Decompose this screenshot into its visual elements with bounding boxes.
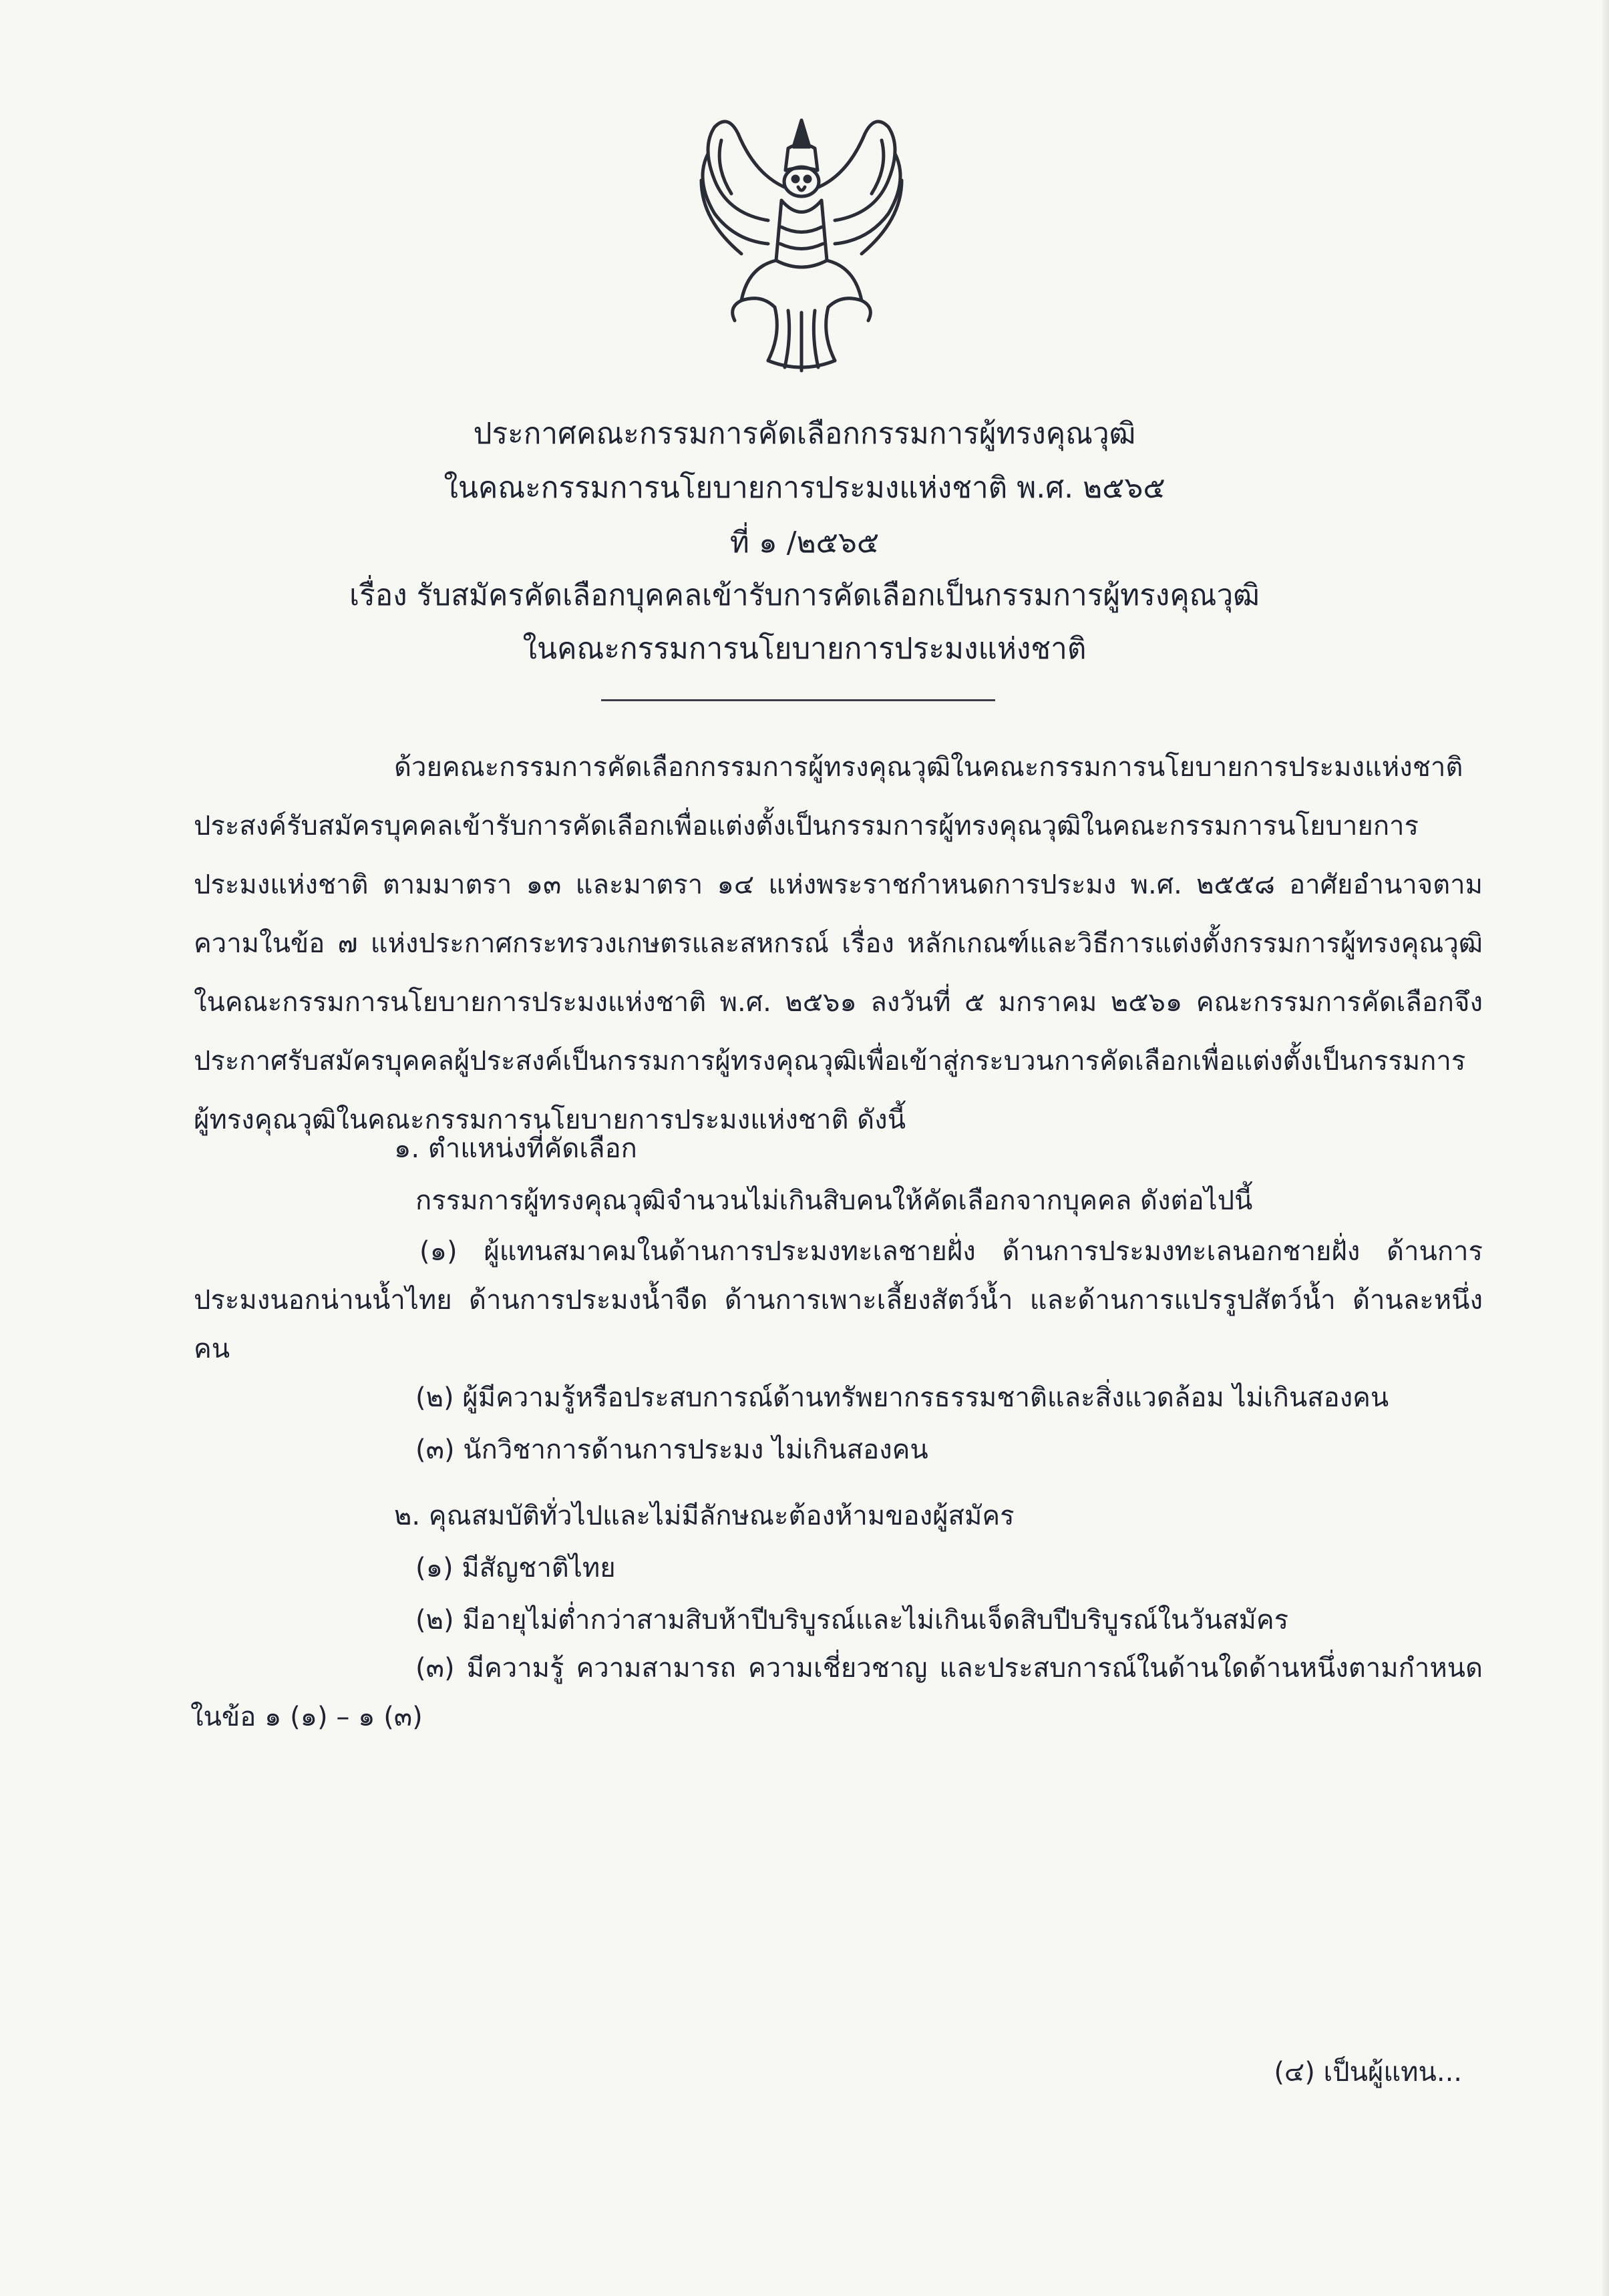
section2-heading: ๒. คุณสมบัติทั่วไปและไม่มีลักษณะต้องห้ามของผู้สมัคร <box>394 1501 1015 1531</box>
garuda-emblem-icon <box>675 107 928 374</box>
section1-item1: (๑) ผู้แทนสมาคมในด้านการประมงทะเลชายฝั่ง ด้านการประมงทะเลนอกชายฝั่ง ด้านการประมงนอกน่านน้ำไทย ด้านการประมงน้ำจืด ด้านการเพาะเลี้ยงสัตว์น้ำ และด้านการแปรรูปสัตว์น้ำ ด้านละหนึ่งคน <box>194 1236 1483 1364</box>
announcement-title-line2: ในคณะกรรมการนโยบายการประมงแห่งชาติ พ.ศ. ๒๕๖๕ <box>443 471 1166 505</box>
subject-line1: เรื่อง รับสมัครคัดเลือกบุคคลเข้ารับการคัดเลือกเป็นกรรมการผู้ทรงคุณวุฒิ <box>349 578 1260 612</box>
announcement-title-line1: ประกาศคณะกรรมการคัดเลือกกรรมการผู้ทรงคุณวุฒิ <box>473 417 1136 451</box>
subject-line2: ในคณะกรรมการนโยบายการประมงแห่งชาติ <box>522 632 1087 666</box>
section1-heading: ๑. ตำแหน่งที่คัดเลือก <box>394 1133 637 1164</box>
section1-item3: (๓) นักวิชาการด้านการประมง ไม่เกินสองคน <box>415 1434 928 1465</box>
title-divider <box>601 699 995 701</box>
scan-edge <box>1602 0 1609 2296</box>
intro-paragraph: ด้วยคณะกรรมการคัดเลือกกรรมการผู้ทรงคุณวุฒิในคณะกรรมการนโยบายการประมงแห่งชาติ ประสงค์รับสมัครบุคคลเข้ารับการคัดเลือกเพื่อแต่งตั้งเป็นกรรมการผู้ทรงคุณวุฒิในคณะกรรมการนโยบายการประมงแห่งชาติ ตามมาตรา ๑๓ และมาตรา ๑๔ แห่งพระราชกำหนดการประมง พ.ศ. ๒๕๕๘ อาศัยอำนาจตามความในข้อ ๗ แห่งประกาศกระทรวงเกษตรและสหกรณ์ เรื่อง หลักเกณฑ์และวิธีการแต่งตั้งกรรมการผู้ทรงคุณวุฒิในคณะกรรมการนโยบายการประมงแห่งชาติ พ.ศ. ๒๕๖๑ ลงวันที่ ๕ มกราคม ๒๕๖๑ คณะกรรมการคัดเลือกจึงประกาศรับสมัครบุคคลผู้ประสงค์เป็นกรรมการผู้ทรงคุณวุฒิเพื่อเข้าสู่กระบวนการคัดเลือกเพื่อแต่งตั้งเป็นกรรมการผู้ทรงคุณวุฒิในคณะกรรมการนโยบายการประมงแห่งชาติ ดังนี้ <box>194 752 1483 1135</box>
section1-item2: (๒) ผู้มีความรู้หรือประสบการณ์ด้านทรัพยากรธรรมชาติและสิ่งแวดล้อม ไม่เกินสองคน <box>415 1382 1389 1413</box>
section2-item3: (๓) มีความรู้ ความสามารถ ความเชี่ยวชาญ และประสบการณ์ในด้านใดด้านหนึ่งตามกำหนดในข้อ ๑ (๑) – ๑ (๓) <box>190 1653 1483 1732</box>
announcement-number: ที่ ๑ /๒๕๖๕ <box>729 526 880 560</box>
section2-item2: (๒) มีอายุไม่ต่ำกว่าสามสิบห้าปีบริบูรณ์และไม่เกินเจ็ดสิบปีบริบูรณ์ในวันสมัคร <box>415 1605 1289 1636</box>
section2-item1: (๑) มีสัญชาติไทย <box>415 1553 616 1583</box>
section1-lead: กรรมการผู้ทรงคุณวุฒิจำนวนไม่เกินสิบคนให้คัดเลือกจากบุคคล ดังต่อไปนี้ <box>415 1185 1253 1216</box>
continuation-note: (๔) เป็นผู้แทน... <box>1274 2057 1462 2088</box>
